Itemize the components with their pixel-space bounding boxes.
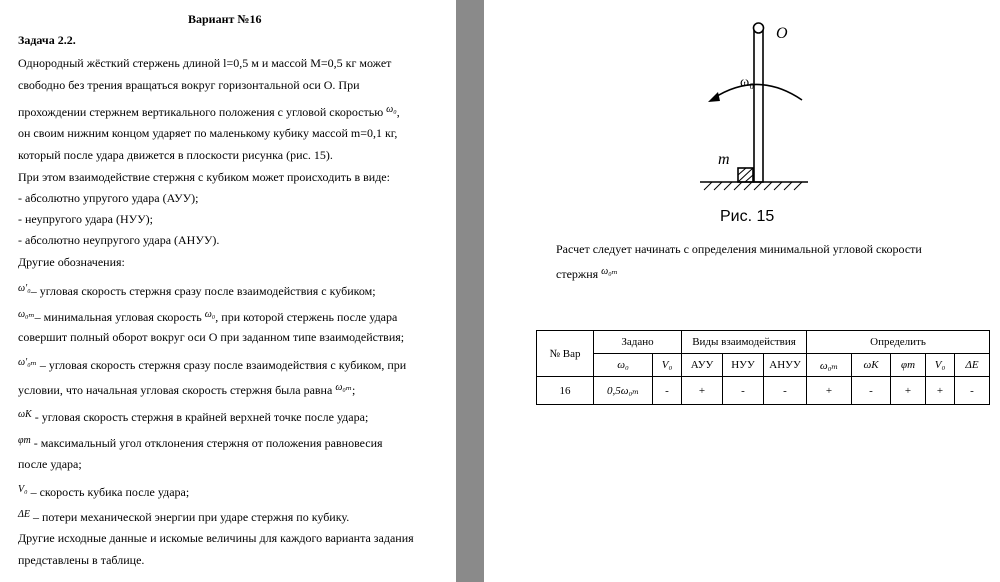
axis-label: O xyxy=(776,25,788,42)
rod-figure xyxy=(694,14,814,194)
rotation-arrow-icon xyxy=(708,92,720,102)
calc-note: стержня $^{\omega_{0m}}$ xyxy=(556,266,618,281)
def-line: после удара; xyxy=(18,457,82,471)
table-cell: - xyxy=(723,377,764,405)
text-line: прохождении стержнем вертикального положения с угловой скоростью $^{\omega_0}$, xyxy=(18,104,400,119)
subheader: ΔE xyxy=(955,354,990,377)
left-page xyxy=(0,0,456,582)
subheader: φm xyxy=(891,354,926,377)
subheader: V₀ xyxy=(653,354,682,377)
def-line: $^{\Delta E}$ – потери механической энергии при ударе стержня по кубику. xyxy=(18,509,350,524)
header-variant: № Вар xyxy=(537,331,594,377)
table-cell: + xyxy=(926,377,955,405)
text-line: Другие обозначения: xyxy=(18,255,125,269)
subheader: V₀ xyxy=(926,354,955,377)
table-cell: - xyxy=(653,377,682,405)
mass-label: m xyxy=(718,151,730,168)
table-cell: 0,5ω₀ₘ xyxy=(594,377,653,405)
variant-title: Вариант №16 xyxy=(188,12,262,26)
subheader: ω₀ xyxy=(594,354,653,377)
ground-hatch xyxy=(704,182,802,190)
def-line: $^{\omega'_{0m}}$ – угловая скорость стержня сразу после взаимодействия с кубиком, при xyxy=(18,357,407,372)
text-line: Однородный жёсткий стержень длиной l=0,5 м и массой М=0,5 кг может xyxy=(18,56,392,70)
text-line: который после удара движется в плоскости рисунка (рис. 15). xyxy=(18,148,333,162)
figure-caption: Рис. 15 xyxy=(720,208,775,225)
calc-note: Расчет следует начинать с определения минимальной угловой скорости xyxy=(556,242,922,256)
text-line: свободно без трения вращаться вокруг горизонтальной оси О. При xyxy=(18,78,360,92)
task-heading: Задача 2.2. xyxy=(18,33,76,47)
text-line: - абсолютно упругого удара (АУУ); xyxy=(18,191,199,205)
table-cell: 16 xyxy=(537,377,594,405)
params-table xyxy=(536,330,990,405)
table-cell: - xyxy=(852,377,891,405)
table-cell: + xyxy=(891,377,926,405)
pivot-axis xyxy=(754,23,764,33)
subheader: АНУУ xyxy=(764,354,807,377)
subheader: НУУ xyxy=(723,354,764,377)
def-line: совершит полный оборот вокруг оси О при заданном типе взаимодействия; xyxy=(18,330,405,344)
def-line: $^{V_0}$ – скорость кубика после удара; xyxy=(18,484,190,499)
table-cell: + xyxy=(682,377,723,405)
table-cell: + xyxy=(807,377,852,405)
text-line: При этом взаимодействие стержня с кубиком может происходить в виде: xyxy=(18,170,390,184)
subheader: АУУ xyxy=(682,354,723,377)
def-line: $^{\varphi m}$ - максимальный угол отклонения стержня от положения равновесия xyxy=(18,435,383,450)
def-line: условии, что начальная угловая скорость стержня была равна $^{\omega_{0m}}$; xyxy=(18,382,356,397)
subheader: ωK xyxy=(852,354,891,377)
subheader: ω₀ₘ xyxy=(807,354,852,377)
rod xyxy=(754,30,763,182)
page-divider xyxy=(456,0,484,582)
text-line: представлены в таблице. xyxy=(18,553,145,567)
def-line: $^{\omega K}$ - угловая скорость стержня в крайней верхней точке после удара; xyxy=(18,409,369,424)
text-line: - неупругого удара (НУУ); xyxy=(18,212,153,226)
omega0-symbol: ω₀ xyxy=(386,104,397,115)
header-given: Задано xyxy=(594,331,682,354)
text-line: он своим нижним концом ударяет по маленькому кубику массой m=0,1 кг, xyxy=(18,126,398,140)
text-line: Другие исходные данные и искомые величины для каждого варианта задания xyxy=(18,531,414,545)
omega-label: ω₀ xyxy=(740,75,755,90)
table-cell: - xyxy=(764,377,807,405)
table-cell: - xyxy=(955,377,990,405)
def-line: $^{\omega_{0m}}$– минимальная угловая скорость $^{\omega_0}$, при которой стержень после удара xyxy=(18,309,398,324)
right-page xyxy=(484,0,1000,582)
def-line: $^{\omega'_0}$– угловая скорость стержня сразу после взаимодействия с кубиком; xyxy=(18,283,376,298)
header-find: Определить xyxy=(807,331,990,354)
header-types: Виды взаимодействия xyxy=(682,331,807,354)
text-line: - абсолютно неупругого удара (АНУУ). xyxy=(18,233,220,247)
